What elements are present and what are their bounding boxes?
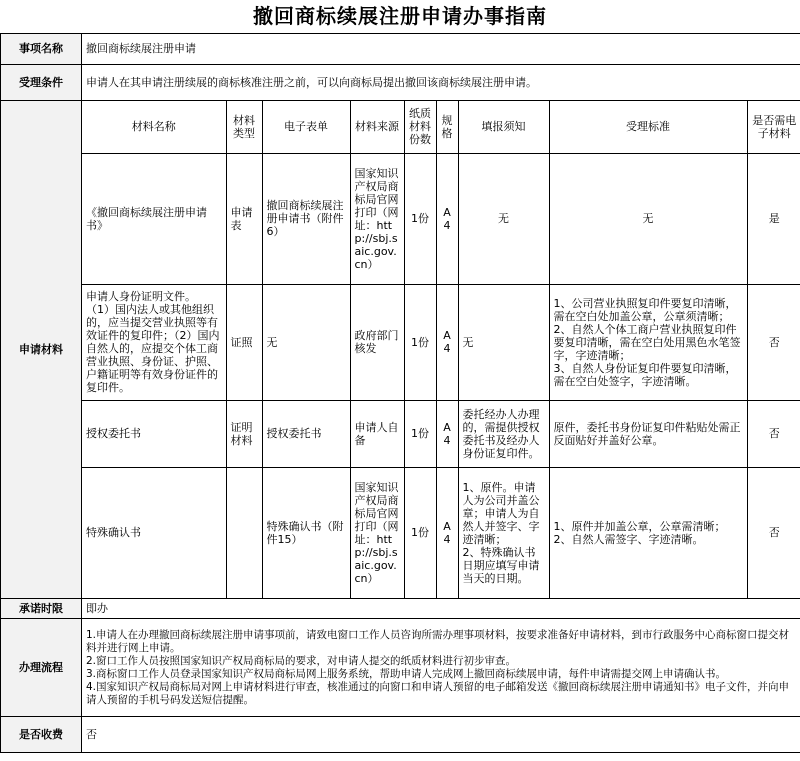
material-spec: A4 <box>436 467 458 598</box>
fee-row <box>1 717 800 753</box>
time-limit-value: 即办 <box>82 599 800 619</box>
material-notes: 无 <box>458 153 549 284</box>
item-name-label: 事项名称 <box>1 34 82 65</box>
process-step: 3.商标窗口工作人员登录国家知识产权局商标局网上服务系统，帮助申请人完成网上撤回商标续展申请，每件申请需提交网上申请确认书。 <box>86 667 727 680</box>
page-title: 撤回商标续展注册申请办事指南 <box>253 4 547 28</box>
materials-cell <box>82 101 800 599</box>
material-copies: 1份 <box>404 284 436 400</box>
material-notes: 1、原件。申请人为公司并盖公章；申请人为自然人并签字、字迹清晰； 2、特殊确认书日期应填写申请当天的日期。 <box>458 467 549 598</box>
header-material-source: 材料来源 <box>350 101 404 153</box>
material-electronic: 是 <box>747 153 800 284</box>
material-source: 国家知识产权局商标局官网打印（网址：http://sbj.saic.gov.cn） <box>350 467 404 598</box>
acceptance-value: 申请人在其申请注册续展的商标核准注册之前，可以向商标局提出撤回该商标续展注册申请。 <box>82 65 800 101</box>
materials-table <box>82 101 800 598</box>
time-limit-row <box>1 599 800 619</box>
fee-value: 否 <box>82 717 800 753</box>
material-name: 申请人身份证明文件。 （1）国内法人或其他组织的，应当提交营业执照等有效证件的复印件；（2）国内自然人的，应提交个体工商营业执照、身份证、护照、户籍证明等有效身份证件的复印件。 <box>82 284 226 400</box>
header-material-name: 材料名称 <box>82 101 226 153</box>
material-form: 授权委托书 <box>262 400 350 467</box>
material-copies: 1份 <box>404 467 436 598</box>
table-row <box>82 400 800 467</box>
process-label: 办理流程 <box>1 619 82 717</box>
material-electronic: 否 <box>747 400 800 467</box>
guide-table <box>0 33 800 753</box>
process-step: 2.窗口工作人员按照国家知识产权局商标局的要求，对申请人提交的纸质材料进行初步审查。 <box>86 654 517 667</box>
process-step: 1.申请人在办理撤回商标续展注册申请事项前，请致电窗口工作人员咨询所需办理事项材料，按要求准备好申请材料，到市行政服务中心商标窗口提交材料并进行网上申请。 <box>86 628 790 654</box>
material-spec: A4 <box>436 400 458 467</box>
material-standard: 1、原件并加盖公章，公章需清晰； 2、自然人需签字、字迹清晰。 <box>549 467 747 598</box>
material-standard: 1、公司营业执照复印件要复印清晰，需在空白处加盖公章，公章须清晰； 2、自然人个体工商户营业执照复印件要复印清晰，需在空白处用黑色水笔签字，字迹清晰； 3、自然人身份证复印件要复印清晰，需在空白处签字，字迹清晰。 <box>549 284 747 400</box>
material-standard: 原件，委托书身份证复印件粘贴处需正反面贴好并盖好公章。 <box>549 400 747 467</box>
materials-row <box>1 101 800 599</box>
material-source: 政府部门核发 <box>350 284 404 400</box>
table-row <box>82 153 800 284</box>
header-acceptance-standard: 受理标准 <box>549 101 747 153</box>
process-step: 4.国家知识产权局商标局对网上申请材料进行审查，核准通过的向窗口和申请人预留的电子邮箱发送《撤回商标续展注册申请通知书》电子文件，并向申请人预留的手机号码发送短信提醒。 <box>86 680 790 706</box>
item-name-value: 撤回商标续展注册申请 <box>82 34 800 65</box>
material-form: 撤回商标续展注册申请书（附件6） <box>262 153 350 284</box>
acceptance-row <box>1 65 800 101</box>
material-spec: A4 <box>436 284 458 400</box>
process-steps <box>82 619 800 717</box>
material-form: 无 <box>262 284 350 400</box>
material-type <box>226 467 262 598</box>
header-needs-electronic: 是否需电子材料 <box>747 101 800 153</box>
material-copies: 1份 <box>404 153 436 284</box>
acceptance-label: 受理条件 <box>1 65 82 101</box>
material-name: 《撤回商标续展注册申请书》 <box>82 153 226 284</box>
process-row <box>1 619 800 717</box>
material-name: 授权委托书 <box>82 400 226 467</box>
material-standard: 无 <box>549 153 747 284</box>
material-electronic: 否 <box>747 467 800 598</box>
material-electronic: 否 <box>747 284 800 400</box>
materials-header-row <box>82 101 800 153</box>
material-copies: 1份 <box>404 400 436 467</box>
item-name-row <box>1 34 800 65</box>
header-paper-copies: 纸质材料份数 <box>404 101 436 153</box>
material-type: 证照 <box>226 284 262 400</box>
material-name: 特殊确认书 <box>82 467 226 598</box>
header-material-type: 材料类型 <box>226 101 262 153</box>
header-spec: 规格 <box>436 101 458 153</box>
materials-label: 申请材料 <box>1 101 82 599</box>
material-type: 申请表 <box>226 153 262 284</box>
header-fill-notes: 填报须知 <box>458 101 549 153</box>
material-source: 国家知识产权局商标局官网打印（网址：http://sbj.saic.gov.cn） <box>350 153 404 284</box>
time-limit-label: 承诺时限 <box>1 599 82 619</box>
material-source: 申请人自备 <box>350 400 404 467</box>
material-notes: 无 <box>458 284 549 400</box>
header-electronic-form: 电子表单 <box>262 101 350 153</box>
table-row <box>82 467 800 598</box>
material-form: 特殊确认书（附件15） <box>262 467 350 598</box>
material-spec: A4 <box>436 153 458 284</box>
material-type: 证明材料 <box>226 400 262 467</box>
material-notes: 委托经办人办理的，需提供授权委托书及经办人身份证复印件。 <box>458 400 549 467</box>
fee-label: 是否收费 <box>1 717 82 753</box>
table-row <box>82 284 800 400</box>
